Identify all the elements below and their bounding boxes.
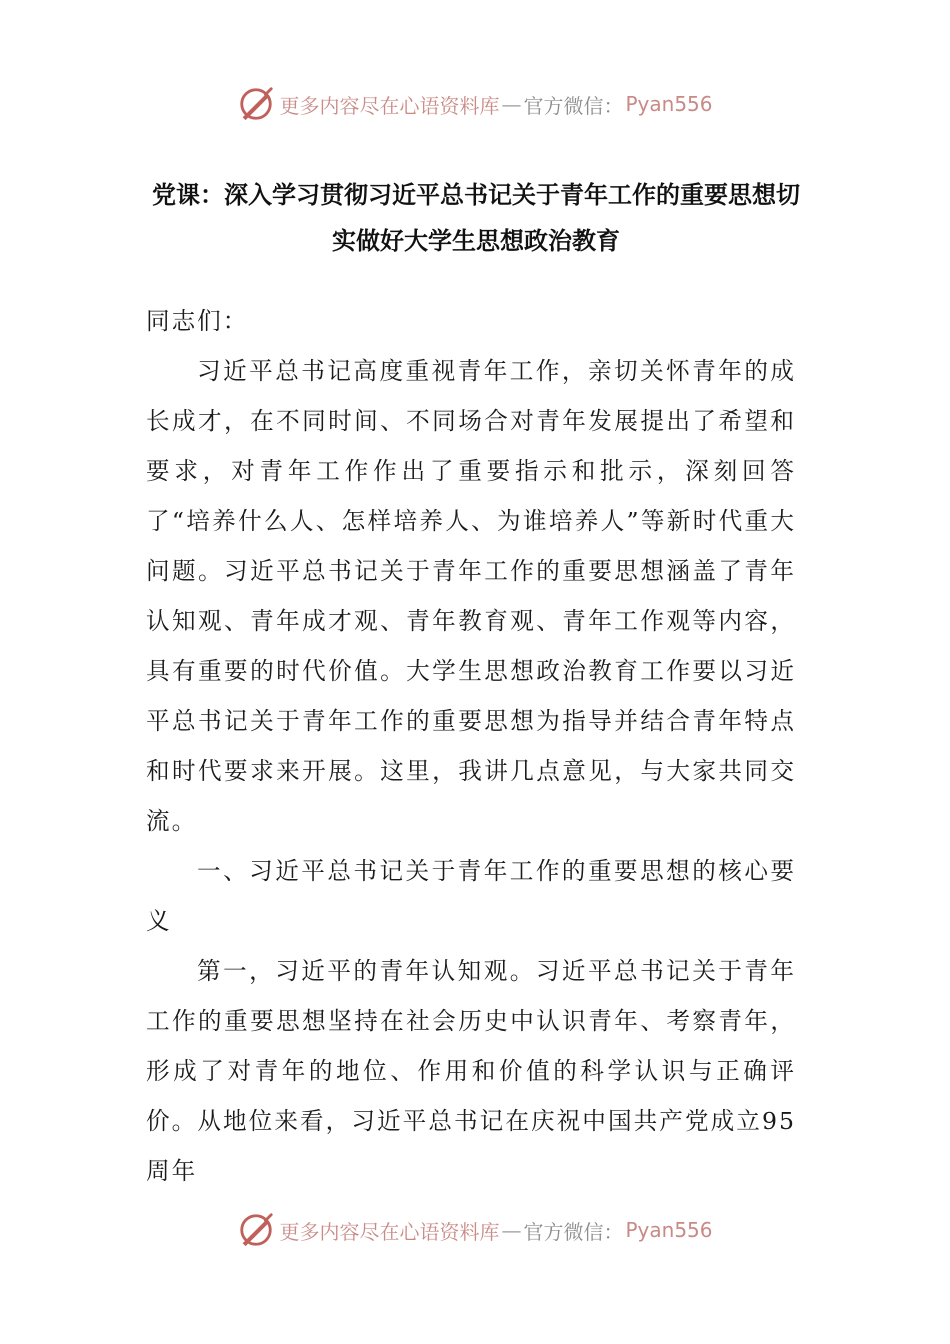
document-title: 党课：深入学习贯彻习近平总书记关于青年工作的重要思想切实做好大学生思想政治教育 <box>152 181 800 255</box>
header-watermark-banner <box>0 82 950 126</box>
banner-separator: — <box>501 1218 522 1242</box>
banner-wechat-label: 官方微信： <box>523 93 624 118</box>
banner-wechat-id: Pyan556 <box>625 1218 713 1242</box>
paragraph: 第一，习近平的青年认知观。习近平总书记关于青年工作的重要思想坚持在社会历史中认识青年、考察青年，形成了对青年的地位、作用和价值的科学认识与正确评价。从地位来看，习近平总书记在庆祝中国共产党成立95周年 <box>146 957 796 1185</box>
document-body <box>146 296 796 1196</box>
banner-main-text: 更多内容尽在心语资料库 <box>279 93 500 118</box>
banner-wechat-label: 官方微信： <box>523 1219 624 1244</box>
section-heading: 一、习近平总书记关于青年工作的重要思想的核心要义 <box>146 857 796 935</box>
salutation: 同志们： <box>146 307 249 335</box>
paragraph: 习近平总书记高度重视青年工作，亲切关怀青年的成长成才，在不同时间、不同场合对青年发展提出了希望和要求，对青年工作作出了重要指示和批示，深刻回答了“培养什么人、怎样培养人、为谁培养人”等新时代重大问题。习近平总书记关于青年工作的重要思想涵盖了青年认知观、青年成才观、青年教育观、青年工作观等内容，具有重要的时代价值。大学生思想政治教育工作要以习近平总书记关于青年工作的重要思想为指导并结合青年特点和时代要求来开展。这里，我讲几点意见，与大家共同交流。 <box>146 357 796 835</box>
banner-wechat-id: Pyan556 <box>625 92 713 116</box>
footer-watermark-banner <box>0 1208 950 1252</box>
banner-main-text: 更多内容尽在心语资料库 <box>279 1219 500 1244</box>
banner-separator: — <box>501 92 522 116</box>
pen-logo-icon <box>237 85 275 123</box>
pen-logo-icon <box>237 1211 275 1249</box>
